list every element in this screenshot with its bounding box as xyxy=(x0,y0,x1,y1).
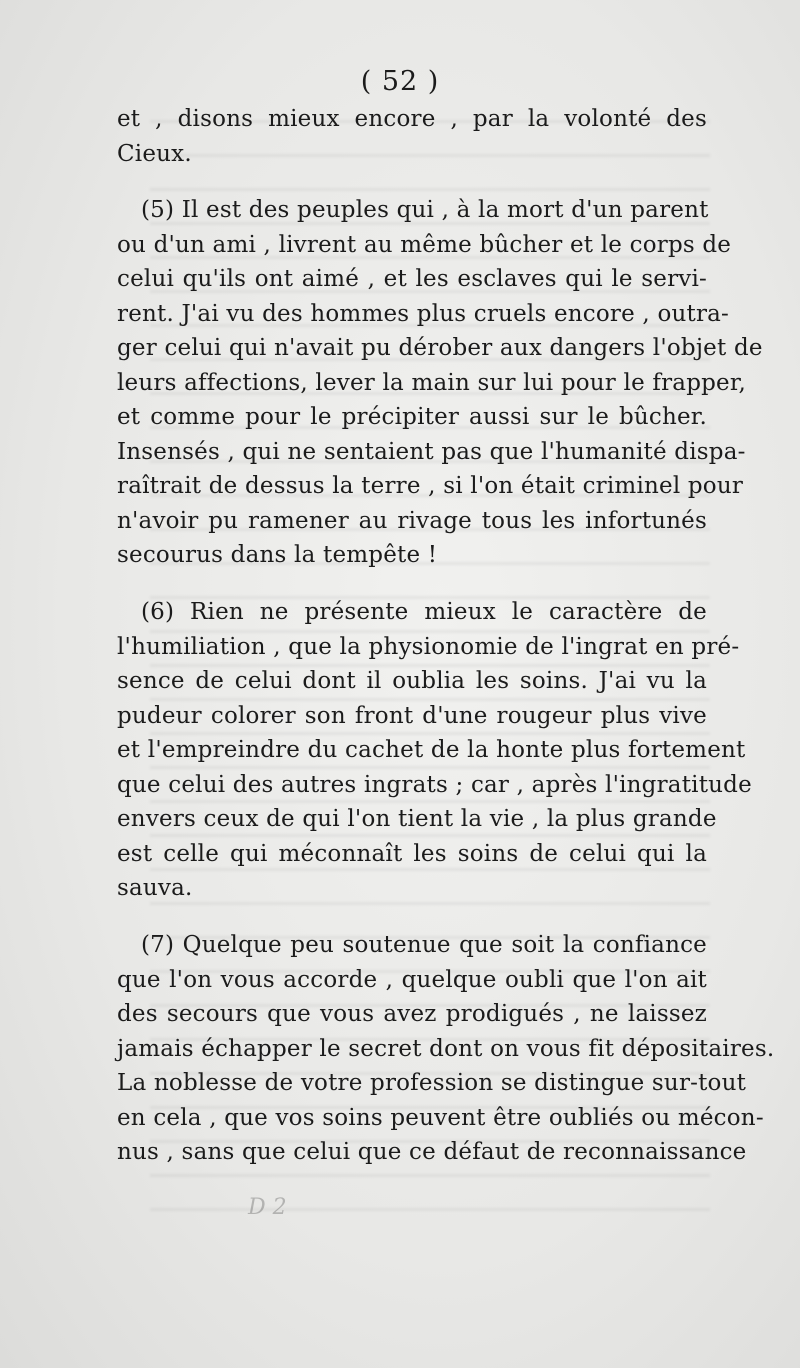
text-line: ou d'un ami , livrent au même bûcher et le corps de xyxy=(117,231,732,258)
text-line: sence de celui dont il oublia les soins. J'ai vu la xyxy=(117,668,707,694)
text-line: Cieux. xyxy=(117,140,192,167)
text-line: (5) Il est des peuples qui , à la mort d'un parent xyxy=(141,197,709,223)
text-line: secourus dans la tempête ! xyxy=(117,542,438,568)
text-line: leurs affections, lever la main sur lui pour le frapper, xyxy=(117,369,747,396)
signature-mark: D 2 xyxy=(248,1195,287,1220)
text-line: que l'on vous accorde , quelque oubli que l'on ait xyxy=(117,966,707,993)
text-line: des secours que vous avez prodigués , ne laissez xyxy=(117,1001,707,1027)
text-line: ger celui qui n'avait pu dérober aux dangers l'objet de xyxy=(117,335,763,361)
text-line: La noblesse de votre profession se distingue sur-tout xyxy=(117,1070,747,1096)
text-line: envers ceux de qui l'on tient la vie , la plus grande xyxy=(117,806,717,832)
text-line: (6) Rien ne présente mieux le caractère de xyxy=(141,599,707,625)
text-line: que celui des autres ingrats ; car , après l'ingratitude xyxy=(117,771,752,798)
page-number: ( 52 ) xyxy=(360,66,440,97)
text-line: et comme pour le précipiter aussi sur le bûcher. xyxy=(117,404,707,430)
text-line: en cela , que vos soins peuvent être oubliés ou mécon- xyxy=(117,1104,764,1131)
text-line: (7) Quelque peu soutenue que soit la confiance xyxy=(141,932,707,958)
text-line: raîtrait de dessus la terre , si l'on était criminel pour xyxy=(117,473,744,499)
note-5 xyxy=(117,193,763,573)
text-line: et l'empreindre du cachet de la honte plus fortement xyxy=(117,737,746,763)
text-line: pudeur colorer son front d'une rougeur plus vive xyxy=(117,702,707,729)
text-line: n'avoir pu ramener au rivage tous les infortunés xyxy=(117,507,707,534)
text-line: Insensés , qui ne sentaient pas que l'humanité dispa- xyxy=(117,438,746,465)
paragraph-continuation xyxy=(117,102,707,171)
note-7 xyxy=(117,928,775,1170)
note-6 xyxy=(117,595,752,906)
text-line: l'humiliation , que la physionomie de l'ingrat en pré- xyxy=(117,633,740,660)
text-line: et , disons mieux encore , par la volonté des xyxy=(117,106,707,132)
text-line: jamais échapper le secret dont on vous fit dépositaires. xyxy=(117,1035,775,1062)
text-line: celui qu'ils ont aimé , et les esclaves qui le servi- xyxy=(117,266,707,292)
text-line: nus , sans que celui que ce défaut de reconnaissance xyxy=(117,1139,747,1165)
text-line: rent. J'ai vu des hommes plus cruels encore , outra- xyxy=(117,300,730,327)
text-line: sauva. xyxy=(117,875,193,901)
text-line: est celle qui méconnaît les soins de celui qui la xyxy=(117,840,707,867)
